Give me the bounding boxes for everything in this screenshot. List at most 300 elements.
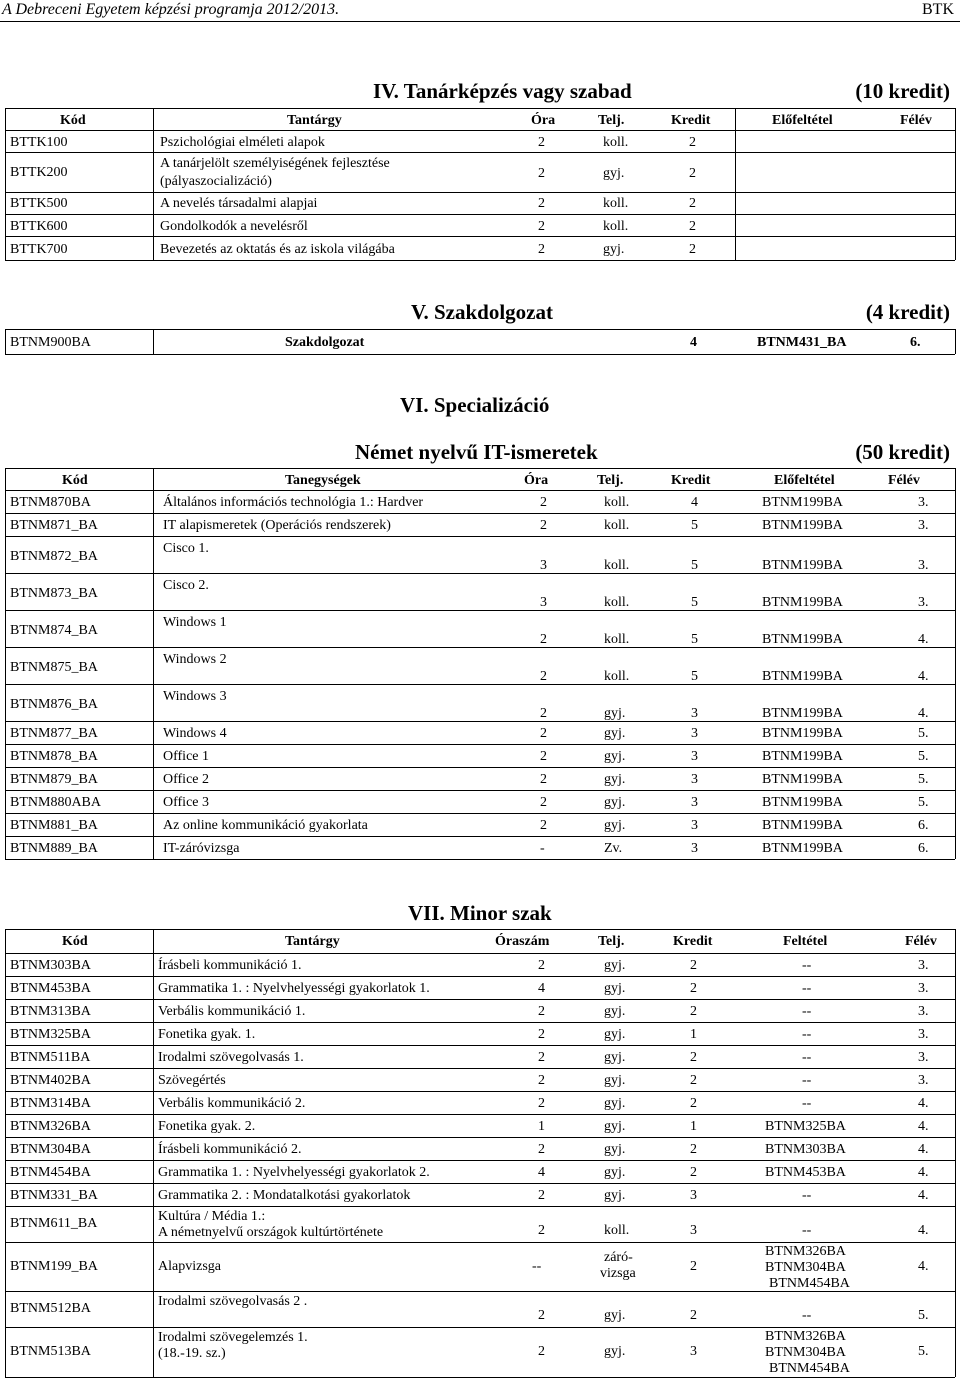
col-kredit: Kredit [673, 934, 713, 949]
cell-telj: gyj. [604, 1308, 626, 1323]
rule [5, 929, 955, 930]
cell-kod: BTNM314BA [10, 1096, 91, 1111]
section-v-kredit: (4 kredit) [865, 300, 950, 324]
cell-kredit: 2 [689, 196, 696, 211]
rule [735, 108, 736, 260]
cell-tantargy: Irodalmi szövegolvasás 2 . [158, 1294, 308, 1309]
rule [5, 108, 955, 109]
cell-felev: 5. [918, 795, 929, 810]
cell-felev: 6. [910, 335, 921, 350]
cell-felev: 3. [918, 518, 929, 533]
cell-ora: 2 [540, 726, 547, 741]
cell-telj: záró- [604, 1250, 633, 1265]
cell-feltetel: -- [802, 1188, 812, 1203]
rule [153, 329, 154, 354]
cell-ora: 2 [540, 669, 547, 684]
cell-tantargy: Irodalmi szövegolvasás 1. [158, 1050, 304, 1065]
cell-kod: BTNM331_BA [10, 1188, 98, 1203]
cell-kredit: 2 [690, 1142, 697, 1157]
cell-telj: gyj. [604, 772, 626, 787]
cell-telj: gyj. [604, 1344, 626, 1359]
cell-oraszam: 2 [538, 1073, 545, 1088]
rule [5, 1183, 955, 1184]
cell-kredit: 3 [690, 1223, 697, 1238]
cell-kod: BTNM880ABA [10, 795, 102, 810]
cell-kod: BTNM874_BA [10, 623, 98, 638]
cell-feltetel-line3: BTNM454BA [769, 1361, 850, 1376]
rule [5, 214, 955, 215]
cell-telj: gyj. [604, 1004, 626, 1019]
cell-telj: koll. [604, 632, 630, 647]
cell-elofeltetel: BTNM199BA [762, 495, 843, 510]
cell-kod: BTNM875_BA [10, 660, 98, 675]
cell-ora: 2 [540, 518, 547, 533]
cell-telj-line2: vizsga [600, 1266, 636, 1281]
cell-felev: 3. [918, 495, 929, 510]
col-tantargy: Tantárgy [285, 934, 340, 949]
cell-kod: BTNM872_BA [10, 549, 98, 564]
cell-tanegyseg: Cisco 1. [163, 541, 209, 556]
rule [955, 329, 956, 354]
cell-kredit: 2 [690, 981, 697, 996]
cell-tantargy: Irodalmi szövegelemzés 1. [158, 1330, 308, 1345]
rule [5, 108, 6, 260]
rule [5, 1327, 955, 1328]
cell-kod: BTNM303BA [10, 958, 91, 973]
rule [5, 976, 955, 977]
cell-telj: gyj. [604, 1073, 626, 1088]
cell-kod: BTNM611_BA [10, 1216, 98, 1231]
cell-telj: gyj. [604, 958, 626, 973]
cell-oraszam: 1 [538, 1119, 545, 1134]
rule [5, 490, 955, 491]
cell-feltetel: -- [802, 958, 812, 973]
cell-felev: 4. [918, 669, 929, 684]
rule [5, 813, 955, 814]
cell-feltetel: BTNM453BA [765, 1165, 846, 1180]
cell-tantargy-line2: (pályaszocializáció) [160, 174, 272, 189]
cell-tantargy: Írásbeli kommunikáció 1. [158, 958, 302, 973]
cell-telj: koll. [604, 595, 630, 610]
cell-felev: 4. [918, 1223, 929, 1238]
cell-kredit: 2 [690, 1050, 697, 1065]
cell-telj: koll. [603, 135, 629, 150]
rule [5, 1242, 955, 1243]
cell-felev: 4. [918, 632, 929, 647]
cell-feltetel: -- [802, 1308, 812, 1323]
cell-oraszam: 2 [538, 1050, 545, 1065]
cell-kod: BTNM873_BA [10, 586, 98, 601]
cell-tantargy: Szövegértés [158, 1073, 226, 1088]
cell-oraszam: -- [532, 1259, 542, 1274]
cell-feltetel: -- [802, 1073, 812, 1088]
cell-ora: 2 [540, 772, 547, 787]
cell-kod: BTTK700 [10, 242, 68, 257]
cell-tanegyseg: Cisco 2. [163, 578, 209, 593]
cell-felev: 4. [918, 1142, 929, 1157]
cell-telj: gyj. [604, 1050, 626, 1065]
cell-tantargy: Grammatika 1. : Nyelvhelyességi gyakorlatok 1. [158, 981, 430, 996]
cell-kredit: 3 [690, 1188, 697, 1203]
cell-kredit: 2 [689, 219, 696, 234]
cell-ora: 2 [538, 135, 545, 150]
cell-kredit: 3 [691, 772, 698, 787]
cell-elofeltetel: BTNM199BA [762, 632, 843, 647]
col-felev: Félév [888, 473, 920, 488]
cell-felev: 6. [918, 818, 929, 833]
cell-felev: 4. [918, 1188, 929, 1203]
cell-kod: BTNM877_BA [10, 726, 98, 741]
rule [5, 1206, 955, 1207]
col-felev: Félév [900, 113, 932, 128]
cell-elofeltetel: BTNM199BA [762, 818, 843, 833]
cell-tantargy-line2: A németnyelvű országok kultúrtörténete [158, 1225, 384, 1240]
cell-kod: BTNM511BA [10, 1050, 91, 1065]
rule [5, 859, 955, 860]
cell-kredit: 2 [689, 242, 696, 257]
cell-feltetel-line2: BTNM304BA [765, 1345, 846, 1360]
cell-oraszam: 4 [538, 981, 545, 996]
cell-feltetel: -- [802, 1050, 812, 1065]
header-title: A Debreceni Egyetem képzési programja 2012/2013. [2, 1, 340, 18]
cell-telj: koll. [604, 558, 630, 573]
rule [5, 468, 6, 859]
rule [955, 108, 956, 260]
cell-kredit: 3 [691, 841, 698, 856]
cell-oraszam: 2 [538, 1223, 545, 1238]
cell-kredit: 5 [691, 518, 698, 533]
cell-felev: 6. [918, 841, 929, 856]
cell-oraszam: 2 [538, 1096, 545, 1111]
col-kod: Kód [60, 113, 86, 128]
cell-kod: BTNM199_BA [10, 1259, 98, 1274]
cell-felev: 5. [918, 772, 929, 787]
section-iv-title: IV. Tanárképzés vagy szabad [373, 79, 632, 103]
cell-elofeltetel: BTNM199BA [762, 518, 843, 533]
cell-felev: 3. [918, 1004, 929, 1019]
cell-feltetel: BTNM326BA [765, 1329, 846, 1344]
section-vi-subtitle: Német nyelvű IT-ismeretek [355, 440, 598, 464]
rule [5, 1160, 955, 1161]
rule [5, 354, 955, 355]
cell-feltetel: BTNM326BA [765, 1244, 846, 1259]
header-rule [0, 21, 960, 22]
rule [5, 573, 955, 574]
cell-elofeltetel: BTNM199BA [762, 706, 843, 721]
cell-telj: koll. [604, 669, 630, 684]
col-kod: Kód [62, 934, 88, 949]
rule [5, 152, 955, 153]
rule [5, 236, 955, 237]
cell-kod: BTNM325BA [10, 1027, 91, 1042]
rule [5, 1022, 955, 1023]
cell-kredit: 2 [690, 1259, 697, 1274]
rule [955, 468, 956, 859]
cell-telj: Zv. [604, 841, 623, 856]
cell-felev: 4. [918, 1259, 929, 1274]
cell-feltetel: -- [802, 981, 812, 996]
cell-tantargy: Verbális kommunikáció 2. [158, 1096, 306, 1111]
cell-ora: 2 [540, 632, 547, 647]
cell-telj: gyj. [604, 981, 626, 996]
cell-kredit: 3 [691, 818, 698, 833]
cell-felev: 5. [918, 1308, 929, 1323]
cell-ora: 2 [540, 749, 547, 764]
cell-kod: BTTK600 [10, 219, 68, 234]
cell-kod: BTNM453BA [10, 981, 91, 996]
rule [5, 1068, 955, 1069]
cell-feltetel: BTNM303BA [765, 1142, 846, 1157]
cell-tantargy: Verbális kommunikáció 1. [158, 1004, 306, 1019]
col-kredit: Kredit [671, 113, 711, 128]
cell-kredit: 3 [691, 795, 698, 810]
col-kod: Kód [62, 473, 88, 488]
col-tanegysegek: Tanegységek [285, 473, 361, 488]
rule [5, 260, 955, 261]
rule [5, 536, 955, 537]
cell-ora: 3 [540, 595, 547, 610]
cell-kredit: 3 [691, 726, 698, 741]
cell-telj: gyj. [604, 1119, 626, 1134]
cell-kod: BTNM402BA [10, 1073, 91, 1088]
cell-kod: BTNM876_BA [10, 697, 98, 712]
cell-felev: 3. [918, 558, 929, 573]
cell-felev: 4. [918, 706, 929, 721]
cell-tantargy: Írásbeli kommunikáció 2. [158, 1142, 302, 1157]
rule [5, 767, 955, 768]
cell-kredit: 4 [690, 335, 697, 350]
rule [5, 721, 955, 722]
cell-kredit: 3 [690, 1344, 697, 1359]
rule [5, 1291, 955, 1292]
cell-oraszam: 2 [538, 1004, 545, 1019]
cell-ora: - [540, 841, 545, 856]
rule [5, 790, 955, 791]
cell-kredit: 2 [689, 166, 696, 181]
cell-telj: gyj. [604, 1165, 626, 1180]
cell-feltetel: -- [802, 1027, 812, 1042]
cell-telj: gyj. [604, 726, 626, 741]
cell-tantargy: Grammatika 1. : Nyelvhelyességi gyakorlatok 2. [158, 1165, 430, 1180]
cell-elofeltetel: BTNM199BA [762, 726, 843, 741]
cell-tanegyseg: IT alapismeretek (Operációs rendszerek) [163, 518, 391, 533]
cell-telj: gyj. [604, 818, 626, 833]
cell-oraszam: 4 [538, 1165, 545, 1180]
cell-oraszam: 2 [538, 1308, 545, 1323]
cell-kod: BTNM879_BA [10, 772, 98, 787]
cell-feltetel: -- [802, 1004, 812, 1019]
cell-oraszam: 2 [538, 1027, 545, 1042]
rule [5, 1377, 955, 1378]
cell-tantargy: Pszichológiai elméleti alapok [160, 135, 325, 150]
cell-tantargy: Gondolkodók a nevelésről [160, 219, 308, 234]
cell-kod: BTNM878_BA [10, 749, 98, 764]
col-ora: Óra [524, 473, 549, 488]
cell-kod: BTTK500 [10, 196, 68, 211]
cell-kredit: 3 [691, 749, 698, 764]
rule [153, 929, 154, 1377]
cell-felev: 3. [918, 1050, 929, 1065]
cell-kod: BTNM313BA [10, 1004, 91, 1019]
cell-telj: gyj. [604, 1027, 626, 1042]
cell-ora: 2 [540, 795, 547, 810]
rule [5, 1045, 955, 1046]
cell-tantargy: Bevezetés az oktatás és az iskola világába [160, 242, 395, 257]
cell-kod: BTNM870BA [10, 495, 91, 510]
cell-tantargy: Grammatika 2. : Mondatalkotási gyakorlatok [158, 1188, 411, 1203]
cell-elofeltetel: BTNM199BA [762, 772, 843, 787]
rule [5, 953, 955, 954]
cell-tanegyseg: Office 1 [163, 749, 209, 764]
cell-kredit: 2 [690, 1165, 697, 1180]
cell-telj: koll. [604, 495, 630, 510]
rule [5, 329, 6, 354]
cell-kod: BTNM304BA [10, 1142, 91, 1157]
rule [5, 130, 955, 131]
cell-telj: gyj. [603, 242, 625, 257]
cell-tantargy: Szakdolgozat [285, 335, 365, 350]
cell-kredit: 5 [691, 595, 698, 610]
cell-tantargy: A tanárjelölt személyiségének fejlesztése [160, 156, 390, 171]
cell-felev: 3. [918, 981, 929, 996]
cell-tantargy: Fonetika gyak. 1. [158, 1027, 256, 1042]
cell-tantargy: Kultúra / Média 1.: [158, 1209, 266, 1224]
rule [153, 468, 154, 859]
cell-kod: BTNM871_BA [10, 518, 98, 533]
cell-telj: gyj. [604, 1188, 626, 1203]
rule [5, 610, 955, 611]
cell-tantargy: Alapvizsga [158, 1259, 221, 1274]
cell-elofeltetel: BTNM199BA [762, 841, 843, 856]
cell-kod: BTNM454BA [10, 1165, 91, 1180]
col-telj: Telj. [598, 934, 625, 949]
cell-felev: 4. [918, 1165, 929, 1180]
cell-elofeltetel: BTNM199BA [762, 795, 843, 810]
cell-felev: 3. [918, 595, 929, 610]
rule [5, 999, 955, 1000]
cell-kod: BTTK100 [10, 135, 68, 150]
cell-ora: 2 [540, 706, 547, 721]
cell-telj: koll. [603, 196, 629, 211]
cell-tantargy-line2: (18.-19. sz.) [158, 1346, 226, 1361]
cell-oraszam: 2 [538, 1188, 545, 1203]
section-v-title: V. Szakdolgozat [411, 300, 553, 324]
col-elofeltetel: Előfeltétel [774, 473, 835, 488]
cell-ora: 2 [540, 818, 547, 833]
rule [5, 1114, 955, 1115]
page-header [0, 0, 960, 24]
cell-telj: koll. [604, 1223, 630, 1238]
section-vi-title: VI. Specializáció [400, 393, 550, 417]
section-vi-kredit: (50 kredit) [855, 440, 950, 464]
cell-kredit: 3 [691, 706, 698, 721]
cell-ora: 2 [538, 196, 545, 211]
cell-kredit: 2 [690, 1308, 697, 1323]
cell-felev: 4. [918, 1096, 929, 1111]
cell-felev: 5. [918, 1344, 929, 1359]
cell-kredit: 1 [690, 1119, 697, 1134]
cell-kredit: 5 [691, 558, 698, 573]
cell-felev: 3. [918, 1073, 929, 1088]
cell-tanegyseg: Általános információs technológia 1.: Hardver [163, 495, 424, 510]
rule [5, 929, 6, 1377]
cell-tanegyseg: Office 2 [163, 772, 209, 787]
cell-feltetel-line2: BTNM304BA [765, 1260, 846, 1275]
col-elofeltetel: Előfeltétel [772, 113, 833, 128]
cell-kod: BTNM513BA [10, 1344, 91, 1359]
cell-kod: BTTK200 [10, 165, 68, 180]
cell-kod: BTNM512BA [10, 1301, 91, 1316]
cell-kredit: 5 [691, 632, 698, 647]
rule [5, 1091, 955, 1092]
cell-kredit: 5 [691, 669, 698, 684]
cell-elofeltetel: BTNM431_BA [757, 335, 847, 350]
cell-kod: BTNM889_BA [10, 841, 98, 856]
cell-kredit: 2 [690, 958, 697, 973]
col-oraszam: Óraszám [495, 934, 550, 949]
cell-kredit: 2 [690, 1004, 697, 1019]
rule [955, 929, 956, 1377]
cell-feltetel: -- [802, 1096, 812, 1111]
cell-tantargy: A nevelés társadalmi alapjai [160, 196, 318, 211]
col-tantargy: Tantárgy [287, 113, 342, 128]
cell-elofeltetel: BTNM199BA [762, 595, 843, 610]
rule [5, 513, 955, 514]
rule [5, 1137, 955, 1138]
cell-telj: gyj. [603, 166, 625, 181]
rule [5, 836, 955, 837]
col-feltetel: Feltétel [783, 934, 828, 949]
cell-telj: gyj. [604, 1142, 626, 1157]
rule [153, 108, 154, 260]
cell-ora: 3 [540, 558, 547, 573]
cell-kod: BTNM881_BA [10, 818, 98, 833]
cell-ora: 2 [538, 166, 545, 181]
cell-oraszam: 2 [538, 1142, 545, 1157]
cell-ora: 2 [538, 219, 545, 234]
cell-kredit: 4 [691, 495, 698, 510]
cell-telj: gyj. [604, 706, 626, 721]
col-kredit: Kredit [671, 473, 711, 488]
cell-tanegyseg: Windows 1 [163, 615, 227, 630]
cell-kredit: 2 [690, 1096, 697, 1111]
cell-telj: koll. [604, 518, 630, 533]
cell-feltetel-line3: BTNM454BA [769, 1276, 850, 1291]
cell-kod: BTNM326BA [10, 1119, 91, 1134]
rule [5, 647, 955, 648]
rule [5, 684, 955, 685]
cell-tanegyseg: Windows 2 [163, 652, 227, 667]
cell-elofeltetel: BTNM199BA [762, 669, 843, 684]
col-felev: Félév [905, 934, 937, 949]
cell-felev: 5. [918, 726, 929, 741]
cell-oraszam: 2 [538, 958, 545, 973]
cell-feltetel: -- [802, 1223, 812, 1238]
cell-elofeltetel: BTNM199BA [762, 749, 843, 764]
cell-felev: 4. [918, 1119, 929, 1134]
cell-tanegyseg: Windows 4 [163, 726, 227, 741]
cell-felev: 5. [918, 749, 929, 764]
rule [5, 192, 955, 193]
cell-felev: 3. [918, 958, 929, 973]
cell-telj: koll. [603, 219, 629, 234]
section-iv-kredit: (10 kredit) [855, 79, 950, 103]
col-telj: Telj. [598, 113, 625, 128]
cell-tanegyseg: IT-záróvizsga [163, 841, 240, 856]
cell-ora: 2 [538, 242, 545, 257]
cell-feltetel: BTNM325BA [765, 1119, 846, 1134]
rule [5, 744, 955, 745]
